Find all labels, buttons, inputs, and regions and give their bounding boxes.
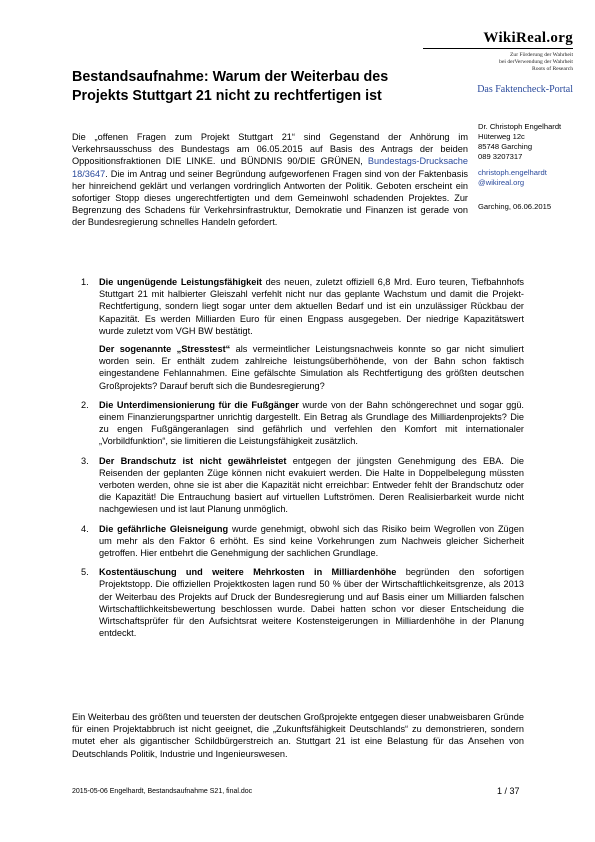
item-text: entgegen der jüngsten Genehmigung des EBA. Die Reisenden der geplanten Züge können nicht evakuiert werden. Die Halte in Doppelbelegung müssten verboten werden, ohne sie ist aber die Kapazität nicht erreichbar: Entweder fehlt der Brandschutz oder die Kapazität! Die Entrauchung basiert auf virtuellen Luftströmen. Deren Realisierbarkeit wurde nicht nachgewiesen und ist laut Planung unmöglich. xyxy=(99,455,524,515)
item-subtext: als vermeintlicher Leistungsnachweis konnte so gar nicht simuliert worden sein. Er enthält zudem zahlreiche leistungsüberhöhende, von der Bahn schon faktisch eingestandene Fehlannahmen. Eine gefälschte Simulation als Rechtfertigung des größten deutschen Großprojekts? Darauf beruft sich die Bundesregierung? xyxy=(99,344,524,391)
list-number: 3. xyxy=(81,455,89,466)
author-name: Dr. Christoph Engelhardt xyxy=(478,122,562,131)
list-item xyxy=(72,276,524,392)
drucksache-link[interactable]: Bundestags-Drucksache 18/3647 xyxy=(72,156,468,179)
intro-paragraph xyxy=(72,131,468,229)
author-street: Hüterweg 12c xyxy=(478,132,525,141)
list-item xyxy=(72,566,524,639)
item-heading: Kostentäuschung und weitere Mehrkosten in Milliardenhöhe xyxy=(99,567,397,578)
logo-tagline-3: Roots of Research xyxy=(531,66,573,72)
list-item xyxy=(72,455,524,516)
wikireal-logo[interactable] xyxy=(423,30,573,73)
item-text: begründen den sofortigen Projektstopp. Die offiziellen Projektkosten lagen rund 50 % über der Wirtschaftlichkeitsgrenze, als 2013 der Weiterbau des Projekts auf Druck der Bundesregierung und auf Basis einer um Milliarden falschen Wirtschaftlichkeitsbewertung beschlossen wurde. Dabei hatten schon vor dieser Entscheidung die Wirtschaftsprüfer für den Aufsichtsrat weitere Kostensteigerungen in Milliardenhöhe in der Planung entdeckt. xyxy=(99,567,524,639)
item-heading: Der Brandschutz ist nicht gewährleistet xyxy=(99,455,287,466)
author-city: 85748 Garching xyxy=(478,142,533,151)
document-date: Garching, 06.06.2015 xyxy=(478,202,552,211)
list-item xyxy=(72,399,524,448)
list-number: 1. xyxy=(81,277,89,287)
author-address xyxy=(478,122,588,212)
logo-tagline-1: Zur Förderung der Wahrheit xyxy=(510,52,573,58)
item-heading: Die Unterdimensionierung für die Fußgänger xyxy=(99,399,299,410)
closing-paragraph: Ein Weiterbau des größten und teuersten der deutschen Großprojekte entgegen dieser unabweisbaren Gründe für einen Projektabbruch ist nicht geeignet, die „Zukunftsfähigkeit Deutschlands“ zu demonstrieren, sondern mutet eher als gigantischer Schildbürgerstreich an. Stuttgart 21 ist eine Belastung für das Ansehen von Deutschlands Politik, Industrie und Ingenieurswesen. xyxy=(72,712,524,759)
list-number: 5. xyxy=(81,567,89,578)
logo-title: WikiReal.org xyxy=(483,30,573,46)
list-number: 2. xyxy=(81,399,89,410)
author-phone: 089 3207317 xyxy=(478,152,523,161)
footer-filename: 2015-05-06 Engelhardt, Bestandsaufnahme S21, final.doc xyxy=(72,788,253,795)
page-number: 1 / 37 xyxy=(497,786,520,796)
list-number: 4. xyxy=(81,523,89,534)
item-text: wurde genehmigt, obwohl sich das Risiko beim Wegrollen von Zügen um mehr als den Faktor 6 erhöht. Es sind keine Vorkehrungen zum Nachweis gleicher Sicherheit getroffen. Hier entbehrt die Genehmigung der sachlichen Grundlage. xyxy=(99,523,524,559)
item-text: wurde von der Bahn schöngerechnet und sogar ggü. einem Finanzierungspartner unrichtig dargestellt. Ein Betrag als Grundlage des Milliardenprojekts? Die zu engen Fußgängeranlagen sind gefährlich und verfehlen den Komfort mit internationaler „Vorbildfunktion“, sie limitieren die Leistungsfähigkeit zusätzlich. xyxy=(99,399,524,447)
author-email-link[interactable] xyxy=(478,168,588,188)
item-subheading: Der sogenannte „Stresstest“ xyxy=(99,344,231,355)
item-heading: Die gefährliche Gleisneigung xyxy=(99,523,229,534)
item-heading: Die ungenügende Leistungsfähigkeit xyxy=(99,277,262,287)
intro-text-2: . Die im Antrag und seiner Begründung aufgeworfenen Fragen sind von der Faktenbasis her hinreichend geklärt und verlangen vordringlich Antworten der Politik. Geboten erscheint ein sofortiger Stopp dieses ungerechtfertigten und dem Gemeinwohl schadenden Projektes. Zur Begrenzung des Schadens für Verkehrsinfrastruktur, Demokratie und Finanzen ist gerade von der Bundesregierung schnelles Handeln gefordert. xyxy=(72,168,468,228)
portal-label: Das Faktencheck-Portal xyxy=(477,84,573,95)
page-title: Bestandsaufnahme: Warum der Weiterbau des Projekts Stuttgart 21 nicht zu rechtfertigen ist xyxy=(72,69,389,104)
numbered-list xyxy=(72,276,524,646)
intro-text-1: Die „offenen Fragen zum Projekt Stuttgart 21“ sind Gegenstand der Anhörung im Verkehrsausschuss des Bundestags am 06.05.2015 auf Basis des Antrags der beiden Oppositionsfraktionen DIE LINKE. und BÜNDNIS 90/DIE GRÜNEN, xyxy=(72,132,468,167)
author-email-domain: @wikireal.org xyxy=(478,178,525,187)
logo-divider xyxy=(423,48,573,49)
author-email-user: christoph.engelhardt xyxy=(478,168,547,177)
logo-tagline-2: bei derVerwendung der Wahrheit xyxy=(499,59,573,65)
item-text: des neuen, zuletzt offiziell 6,8 Mrd. Euro teuren, Tiefbahnhofs Stuttgart 21 mit halbierter Gleiszahl verfehlt nicht nur das geplante Wachstum und damit die Projekt-Rechtfertigung, sondern liegt sogar unter dem aktuellen Bedarf und ist ein unzulässiger Rückbau der Kapazität. Es werden Milliarden Euro für einen Engpass ausgegeben. Der niedrige Kapazitätswert wurde zuletzt vom VGH BW bestätigt. xyxy=(99,277,524,336)
list-item xyxy=(72,523,524,560)
